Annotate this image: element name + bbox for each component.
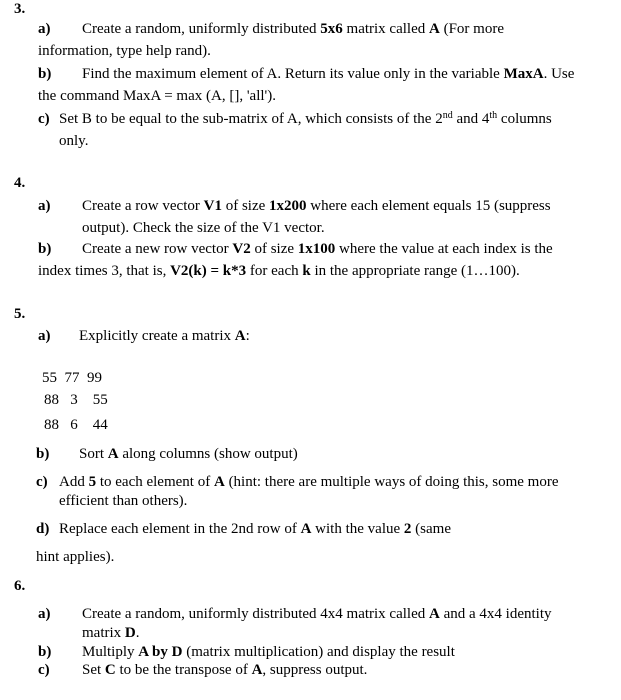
q6b-label: b) [38, 644, 52, 660]
q5c-line2: efficient than others). [59, 493, 188, 509]
question-3-number: 3. [14, 1, 26, 17]
question-4-number: 4. [14, 175, 26, 191]
q6b-line: b) Multiply A by D (matrix multiplication) and display the result [38, 644, 455, 660]
q3c-label: c) [38, 111, 50, 127]
q3b-label: b) [38, 66, 52, 82]
q3c-line1: c) Set B to be equal to the sub-matrix of A, which consists of the 2nd and 4th columns [38, 110, 552, 127]
q5c-line1: c) Add 5 to each element of A (hint: there are multiple ways of doing this, some more [36, 474, 559, 490]
question-5-number: 5. [14, 306, 26, 322]
q6a-line1: a) Create a random, uniformly distributed 4x4 matrix called A and a 4x4 identity [38, 606, 552, 622]
q5d-label: d) [36, 521, 50, 537]
q4b-line1: b) Create a new row vector V2 of size 1x100 where the value at each index is the [38, 241, 553, 257]
question-6-number: 6. [14, 578, 26, 594]
q3a-line1: a) Create a random, uniformly distributed 5x6 matrix called A (For more [38, 21, 504, 37]
q4a-label: a) [38, 198, 51, 214]
matrix-row-1: 55 77 99 [42, 370, 102, 386]
q4a-line1: a) Create a row vector V1 of size 1x200 where each element equals 15 (suppress [38, 198, 551, 214]
q3a-label: a) [38, 21, 51, 37]
q5a-label: a) [38, 328, 51, 344]
q5b-label: b) [36, 446, 50, 462]
q3c-line2: only. [59, 133, 89, 149]
q5c-label: c) [36, 474, 48, 490]
q5a-line: a) Explicitly create a matrix A: [38, 328, 250, 344]
q5d-line2: hint applies). [36, 549, 115, 565]
q5b-line: b) Sort A along columns (show output) [36, 446, 298, 462]
q6a-label: a) [38, 606, 51, 622]
q5d-line1: d) Replace each element in the 2nd row of A with the value 2 (same [36, 521, 451, 537]
matrix-row-2: 88 3 55 [44, 392, 108, 408]
q4a-line2: output). Check the size of the V1 vector. [82, 220, 325, 236]
q6c-line: c) Set C to be the transpose of A, suppress output. [38, 662, 368, 678]
q6a-line2: matrix D. [82, 625, 140, 641]
matrix-row-3: 88 6 44 [44, 417, 108, 433]
q3b-line1: b) Find the maximum element of A. Return its value only in the variable MaxA. Use [38, 66, 575, 82]
q6c-label: c) [38, 662, 50, 678]
q3a-line2: information, type help rand). [38, 43, 211, 59]
q4b-line2: index times 3, that is, V2(k) = k*3 for each k in the appropriate range (1…100). [38, 263, 520, 279]
q4b-label: b) [38, 241, 52, 257]
q3b-line2: the command MaxA = max (A, [], 'all'). [38, 88, 276, 104]
